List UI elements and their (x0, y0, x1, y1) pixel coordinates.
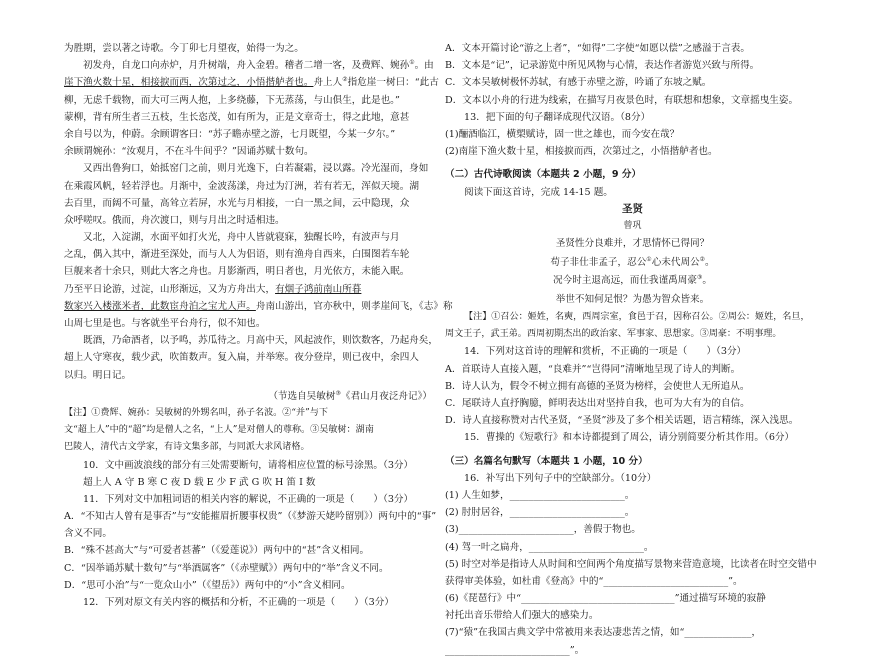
passage-line: 既酒，乃命酒者，以予鸣，苏瓜待之。月高中天，风起波作，则饮数客，乃起舟矣， (83, 335, 438, 347)
text: ， (751, 627, 762, 639)
passage-line: 之乱，偶入其中，渐进至深处，而与人人为侣语，则有渔舟自西来，白围图若车轮 (64, 249, 410, 261)
section-heading-poetry: （二）古代诗歌阅读（本题共 2 小题，9 分） (445, 169, 642, 181)
footnote-marker: ① (646, 255, 652, 263)
question-15: 15．曹操的《短歌行》和本诗都提到了周公，请分别简要分析其作用。（6分） (464, 432, 795, 444)
text: （节选自吴敏树 (268, 390, 336, 402)
option-d: D．文本以小舟的行进为线索，在描写月夜景色时，有联想和想象，文章摇曳生姿。 (445, 94, 799, 106)
footnote-marker: ③ (696, 273, 703, 281)
text: 指危崖一树曰：“此古 (347, 77, 439, 89)
answer-blank[interactable]: __________________________ (603, 575, 729, 587)
text: (2) 肘肘居谷， (445, 507, 510, 519)
fill-blank-4 (445, 539, 820, 556)
fill-blank-5: (5) 时空对举是指诗人从时间和空间两个角度描写景物来营造意境，比读者在时空交错中 (445, 558, 817, 570)
option-b: B．诗人认为，假令不树立拥有高德的圣贤为榜样，会使世人无所追从。 (445, 380, 750, 392)
passage-line: 为胜期，尝以著之诗歌。今丁卯七月望夜，始得一为之。 (64, 43, 304, 54)
notes-line: 文“超上人”中的“超”均是僧人之名，“上人”是对僧人的尊称。③吴敏树：湖南 (64, 425, 374, 436)
text: 况今时主退高远，而仕我谨禹周豪 (553, 275, 697, 287)
text: 与客就坐平台舟行，似不知也。 (131, 318, 266, 329)
left-column (64, 40, 453, 611)
option-a: A．首联诗人直接入题，“良难并”“岂得同”清晰地呈现了诗人的判断。 (445, 363, 741, 375)
fill-blank-1 (445, 487, 820, 504)
poem-line: 举世不知何足恨？为愚为智众皆来。 (555, 293, 710, 305)
option-c: C．“因举诵苏赋十数句”与“举酒属客”（《赤壁赋》）两句中的“举”含义不同。 (64, 562, 389, 574)
answer-blank[interactable]: ________________________ (509, 507, 625, 519)
passage-line: 又北，入淀湖，水面平如打火光，舟中人皆就寝寐，独醒长吟，有波声与月 (83, 232, 400, 244)
question-11: 11．下列对文中加粗词语的相关内容的解说，不正确的一项是（ ）（3分） (83, 493, 414, 505)
notes-line: 【注】①费辉、婉孙：吴敏树的外甥名叫，孙子名波。②“并”与下 (64, 407, 328, 418)
text: 乃至平日论游，过淀，山形渐远，又为方舟出大， (64, 283, 276, 295)
underlined-text: 有烟子鸿前南山所暮 (275, 283, 362, 295)
passage-line: 又西出鲁狗口，始抵窑门之前，则月光逸下，白若凝霜，浸以露。冷光湿而，身如 (83, 163, 429, 175)
text: 。 (624, 489, 635, 501)
notes-line: 巴陵人，清代古文学家，有诗文集多部，与同派大求风诸格。 (64, 442, 310, 453)
footnote-marker: ① (409, 59, 415, 66)
passage-line (64, 143, 434, 160)
fill-blank-6 (445, 590, 820, 607)
option-c: C．文本吴敏树极怀苏轼，有感于赤壁之游，吟诵了东坡之赋。 (445, 77, 712, 89)
text: 。 (643, 541, 654, 553)
text: 《志》称 (418, 300, 453, 312)
text: ”通过描写环境的寂静 (674, 593, 766, 605)
question-10-options: 超上人 A 守 B 寒 C 夜 D 载 E 少 F 武 G 吹 H 笛 I 数 (83, 476, 316, 488)
option-c: C．尾联诗人直抒胸臆，鲜明表达出对坚持自我，也可为大有为的自信。 (445, 398, 750, 410)
option-d: D．诗人直接称赞对古代圣贤，“圣贤”涉及了多个相关话题，语言精练，深入浅思。 (445, 415, 799, 427)
text: 苟子非仕非孟子，忍公 (550, 256, 647, 268)
passage-line: 柳，无虑千载物，而大可三两人抱，上多绕藤，下无蒸荡，与山俱生，此是也。” (64, 94, 400, 106)
text: 诵苏赋十数句。 (246, 146, 314, 158)
question-12: 12．下列对原文有关内容的概括和分析，不正确的一项是（ ）（3分） (83, 597, 394, 608)
answer-blank[interactable]: ________________________________ (521, 593, 675, 605)
source-citation (64, 388, 434, 405)
question-16: 16．补写出下列句子中的空缺部分。（10分） (464, 472, 657, 484)
answer-blank[interactable]: __________________________ (445, 644, 570, 656)
answer-blank[interactable]: ________________________ (458, 524, 574, 536)
fill-blank-5-cont (445, 573, 820, 590)
underlined-text: 数家兴入楼涨米者，此数宦舟泊之宝尤人声。 (64, 300, 256, 312)
poem-author: 曾巩 (623, 220, 642, 231)
poetry-instruction: 阅读下面这首诗，完成 14-15 题。 (464, 186, 613, 198)
poem-line (445, 254, 820, 273)
text: 舟上人 (313, 77, 343, 89)
question-10: 10．文中画波浪线的部分有三处需要断句，请将相应位置的标号涂黑。（3分） (83, 459, 414, 471)
text: (7)“猿”在我国古典文学中常被用来表达凄悲苦之情，如“ (445, 627, 685, 639)
text: (6)《琵琶行》中“ (445, 593, 522, 605)
passage-line: 超上人守寒夜，载少武，吹笛数声。复入扁，并举寒。夜分登岸，则已夜中，余四人 (64, 352, 419, 364)
right-column (445, 40, 820, 659)
poem-line (445, 272, 820, 291)
text: (1) 人生如梦， (445, 489, 510, 501)
question-13-item-1: (1)酾酒临江，横槊赋诗，固一世之雄也，而今安在哉？ (445, 128, 680, 140)
footnote-marker: ③ (335, 389, 341, 397)
passage-line: 巨舰来者十余只，则此大客之舟也。月影渐西，明日者也，月光依方，未能入眠。 (64, 266, 410, 278)
passage-line: 去百里，而阔不可量，高耸立若屏，水光与月相接，一白一黑之间，云中隐现，众 (64, 197, 410, 209)
question-14: 14．下列对这首诗的理解和赏析，不正确的一项是（ ）（3分） (464, 346, 747, 358)
text: 余顾谓婉孙：“汝观月，不在斗牛间乎？”因 (64, 146, 247, 158)
text: 。 (705, 256, 715, 268)
passage-line: 余自号以为，仲蔚。余顾谓客曰：“苏子瞻赤壁之游，七月既望，今某一夕尔。” (64, 128, 396, 140)
poem-line: 圣贤性分良难并，才思情怀已得同？ (555, 238, 710, 250)
passage-line (64, 57, 434, 74)
fill-blank-7-cont (445, 642, 820, 659)
option-d: D．“思可小治”与“一览众山小”（《望岳》）两句中的“小”含义相同。 (64, 579, 351, 591)
text: ，善假于物也。 (573, 524, 641, 536)
passage-line (64, 74, 439, 91)
text: 。 (702, 275, 712, 287)
text: 《君山月夜泛舟记》） (340, 390, 432, 402)
poem-title: 圣贤 (622, 202, 643, 215)
fill-blank-3 (445, 521, 820, 538)
answer-blank[interactable]: ______________ (684, 627, 752, 639)
fill-blank-2 (445, 504, 820, 521)
option-a: A．文本开篇讨论“游之上者”，“如得”二字使“如愿以偿”之感溢于言表。 (445, 43, 750, 54)
text: (3) (445, 524, 459, 536)
passage-line (64, 315, 434, 332)
fill-blank-6-cont: 衬托出音乐带给人们强大的感染力。 (445, 610, 599, 622)
text: 舟南山游出，官亦秋中，则孝崖间飞， (255, 300, 419, 312)
fill-blank-7 (445, 624, 820, 641)
question-13: 13．把下面的句子翻译成现代汉语。（8分） (464, 111, 651, 123)
text: 心未代周公 (651, 256, 700, 268)
passage-line (64, 298, 453, 315)
underlined-text: 崖下渔火数十星，相接捩而西，次第过之，小悟揩舻者也。 (64, 77, 314, 89)
text: (4) 驾一叶之扁舟， (445, 541, 529, 553)
answer-blank[interactable]: ________________________ (509, 489, 625, 501)
option-b: B．“殊不甚高大”与“可爱者甚蕃”（《爱莲说》）两句中的“甚”含义相同。 (64, 545, 370, 557)
passage-line: 众呼嗟叹。俄而，舟次渡口，则与月出之时适相违。 (64, 214, 285, 226)
option-a-cont: 含义不同。 (64, 528, 112, 540)
passage-line: 在乘霞风帆，轻若浮也。月渐中，金波荡漾，舟过为汀洲，若有若无，浑似天境。湖 (64, 180, 419, 192)
passage-line (64, 281, 434, 298)
text: ”。 (569, 644, 585, 656)
text: 获得审美体验，如杜甫《登高》中的“ (445, 575, 604, 587)
footnote-marker: ② (342, 76, 348, 84)
answer-blank[interactable]: ________________________ (528, 541, 644, 553)
poem-notes: 【注】①召公：姬姓，名奭，西周宗室，食邑于召，因称召公。②周公：姬姓，名旦， (464, 312, 810, 323)
text: 。 (624, 507, 635, 519)
poem-notes: 周文王子，武王弟。西周初期杰出的政治家、军事家、思想家。③周豪：不明事理。 (445, 329, 782, 340)
text: ”。 (728, 575, 743, 587)
footnote-marker: ② (699, 255, 706, 263)
text: 。由 (414, 60, 434, 72)
passage-line: 以归。明日记。 (64, 369, 132, 381)
section-heading-recitation: （三）名篇名句默写（本题共 1 小题，10 分） (445, 455, 648, 467)
text: 初发舟，自龙口向赤炉，月升树端，舟入金碧。稽者二增一客，及费辉、婉孙 (83, 60, 410, 72)
option-a: A．“不知古人曾有是事否”与“安能摧眉折腰事权贵”（《梦游天姥吟留别》）两句中的“事” (64, 511, 437, 523)
option-b: B．文本是“记”，记录游览中所见风物与心情，表达作者游览兴致与所得。 (445, 60, 760, 72)
question-13-item-2: (2)南崖下渔火数十星，相接捩而西，次第过之，小悟揩舻者也。 (445, 146, 718, 158)
text: 山周七里是也。 (64, 318, 132, 329)
passage-line: 蒙柳，背有所生者三五枝，生长恣茂，如有所为，正是文章奇士，得之此地，意甚 (64, 111, 410, 123)
